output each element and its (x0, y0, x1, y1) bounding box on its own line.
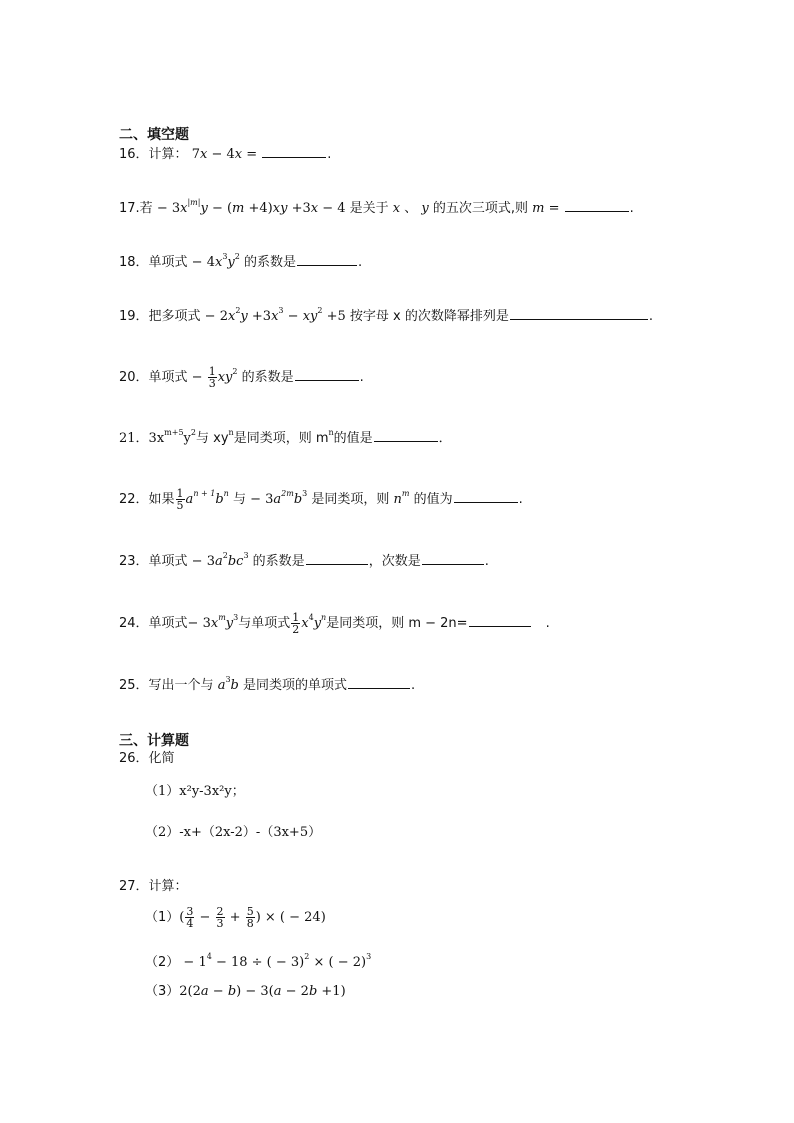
question-number: 18．单项式 (119, 255, 188, 270)
question-number: 27．计算： (119, 879, 188, 894)
question-number: 22．如果 (119, 492, 175, 507)
section-title-fill-in: 二、填空题 (119, 127, 189, 143)
question-26-part-2: （2）-x+（2x-2）-（3x+5） (145, 825, 322, 840)
question-26 (119, 750, 175, 768)
answer-blank[interactable] (297, 252, 357, 266)
question-number: 20．单项式 (119, 370, 188, 385)
fraction: $\frac{3}{4}$ (186, 905, 194, 930)
answer-blank[interactable] (510, 306, 648, 320)
question-24: 24．单项式− $3x^my^3$与单项式 $\frac{1}{2}$ $x^4y^n$是同类项，则 m − 2n= . (119, 611, 550, 636)
question-number: 26．化简 (119, 751, 175, 766)
question-27 (119, 878, 188, 896)
question-21: 21．$3x^{m+5}y^2$与 $xy^n$是同类项，则 $m^n$的值是 ． (119, 428, 452, 446)
fraction: $\frac{1}{5}$ (176, 487, 184, 512)
answer-blank[interactable] (469, 613, 531, 627)
question-23: 23．单项式 − $3a^2bc^3$ 的系数是 ，次数是 . (119, 551, 489, 569)
question-25: 25．写出一个与 $a^3b$ 是同类项的单项式 . (119, 675, 416, 693)
question-26-part-1: （1）x²y-3x²y； (145, 784, 245, 799)
question-number: 25．写出一个与 (119, 678, 218, 693)
question-number: 16．计算： (119, 147, 188, 162)
question-20: 20．单项式 − $\frac{1}{3}$ $xy^2$ 的系数是 . (119, 365, 364, 390)
question-16: 16．计算： 7x − 4x = . (119, 144, 331, 164)
fraction: $\frac{2}{3}$ (216, 905, 224, 930)
answer-blank[interactable] (295, 367, 359, 381)
question-18: 18．单项式 − $4x^3y^2$ 的系数是 . (119, 252, 363, 270)
question-27-part-2: $(2) - 1^4 - 18$ ÷ ( − 3)$^2$ × ( − 2)$^3$ (145, 952, 372, 970)
answer-blank[interactable] (348, 675, 410, 689)
fraction: $\frac{1}{3}$ (208, 365, 216, 390)
question-number: 23．单项式 (119, 554, 188, 569)
fraction: $\frac{5}{8}$ (246, 905, 254, 930)
section-title-calculation: 三、计算题 (119, 733, 189, 749)
question-number: 19．把多项式 (119, 309, 201, 324)
question-number: 24．单项式 (119, 616, 188, 631)
question-22: 22．如果 $\frac{1}{5}$ $a^{n + 1}b^n$ 与 − $3a^{2m}b^3$ 是同类项，则 $n^m$ 的值为 . (119, 487, 523, 512)
fraction: $\frac{1}{2}$ (292, 611, 300, 636)
answer-blank[interactable] (565, 198, 629, 212)
answer-blank-degree[interactable] (422, 551, 484, 565)
answer-blank-coefficient[interactable] (306, 551, 368, 565)
question-17: 17.若 − $3x^{|m|}y - (m +4)xy +3x - 4$ 是关于 x 、 y 的五次三项式,则 m = . (119, 198, 634, 216)
answer-blank[interactable] (262, 144, 326, 158)
answer-blank[interactable] (454, 489, 518, 503)
question-number: 21．3x (119, 431, 165, 446)
question-27-part-1: （1）( $\frac{3}{4}$ − $\frac{2}{3}$ + $\frac{5}{8}$ ) × ( − 24) (145, 905, 326, 930)
answer-blank[interactable] (374, 428, 438, 442)
question-27-part-3: （3）2(2a − b) − 3(a − 2b +1) (145, 984, 346, 999)
question-number: 17.若 (119, 201, 153, 216)
question-19: 19．把多项式 − $2x^2y +3x^3 - xy^2 +5$ 按字母 x 的次数降幂排列是 . (119, 306, 653, 324)
